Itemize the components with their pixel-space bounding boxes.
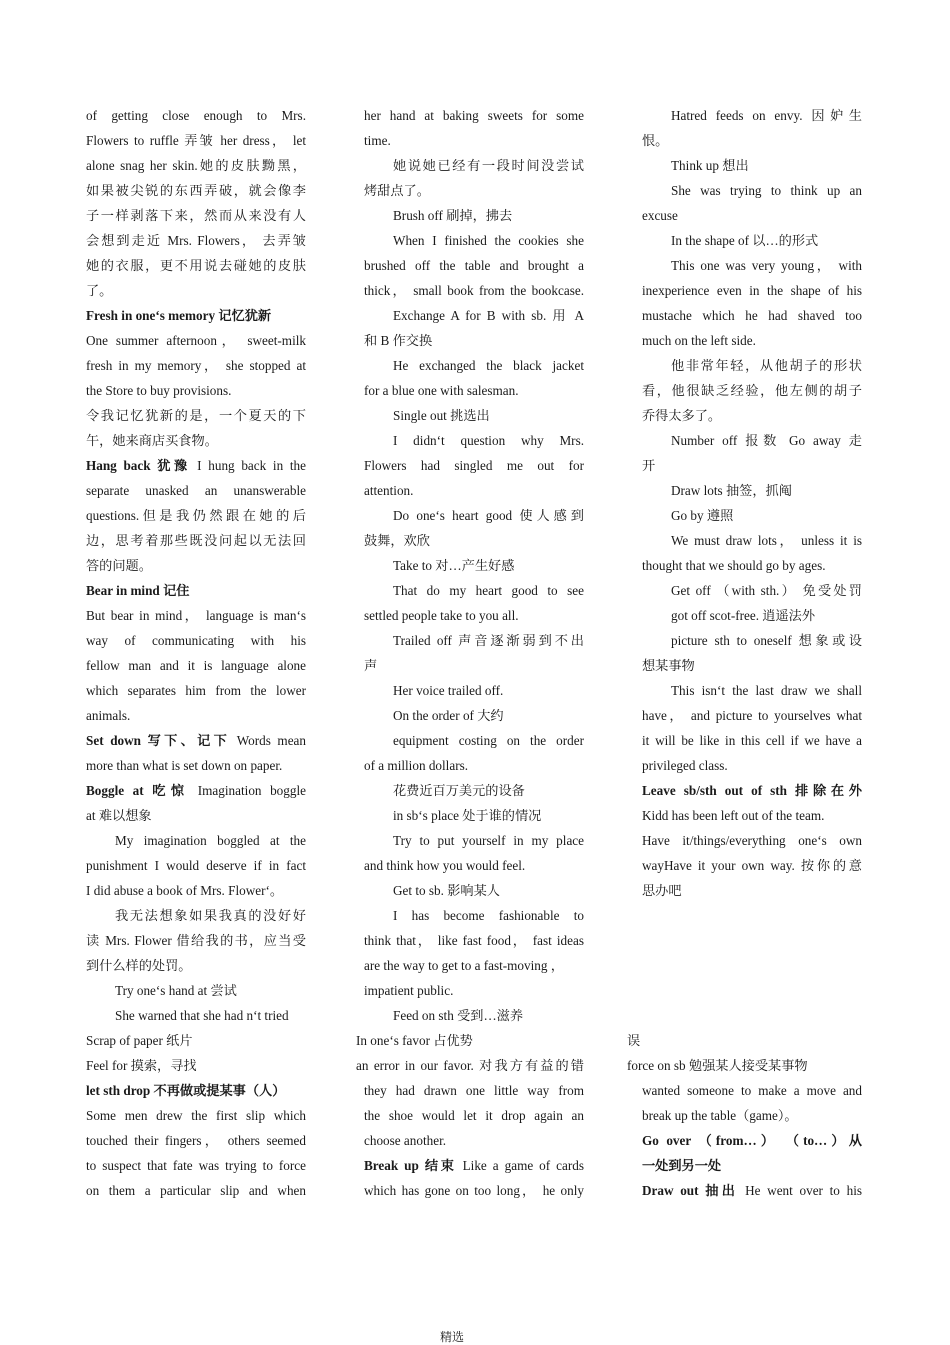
text-line: time. [364,133,391,148]
text-line: alone snag her skin.她的皮肤黝黑， [86,158,306,173]
text-line: Get to sb. 影响某人 [393,883,500,898]
text-line: which separates him from the lower [86,683,306,698]
text-line: touched their fingers， others seemed [86,1133,306,1148]
text-line: 答的问题。 [86,558,152,573]
text-line: Draw lots 抽签，抓阄 [671,483,792,498]
text-line: thought that we should go by ages. [642,558,826,573]
text-line: 想某事物 [642,658,695,673]
text-line: Draw out 抽出 He went over to his [642,1183,862,1198]
text-line: the shoe would let it drop again an [364,1108,584,1123]
text-line: Single out 挑选出 [393,408,490,423]
text-line: thick， small book from the bookcase. [364,283,584,298]
text-line: Flowers to ruffle 弄皱 her dress， let [86,133,306,148]
text-line: Her voice trailed off. [393,683,504,698]
text-line: This one was very young， with [671,258,862,273]
text-line: Exchange A for B with sb. 用 A [393,308,584,323]
text-line: fellow man and it is language alone [86,658,306,673]
text-line: excuse [642,208,678,223]
term-bold: Draw out 抽出 [642,1183,739,1198]
text-line: privileged class. [642,758,728,773]
text-line: punishment I would deserve if in fact [86,858,306,873]
text-line: much on the left side. [642,333,756,348]
text-line: 他非常年轻，从他胡子的形状 [671,358,862,373]
text-line: of a million dollars. [364,758,469,773]
text-line: mustache which he had shaved too [642,308,862,323]
text-line: on them a particular slip and when [86,1183,306,1198]
text-line: Set down 写下、记下 Words mean [86,733,306,748]
text-line: Kidd has been left out of the team. [642,808,825,823]
text-line: Scrap of paper 纸片 [86,1033,193,1048]
text-line: 声 [364,658,378,673]
text-line: wayHave it your own way. 按你的意 [642,858,862,873]
text-line: 令我记忆犹新的是，一个夏天的下 [86,408,306,423]
text-line: to suspect that fate was trying to force [86,1158,306,1173]
text-line: 到什么样的处罚。 [86,958,192,973]
text-line: attention. [364,483,414,498]
text-line: 子一样剥落下来，然而从来没有人 [86,208,306,223]
text-line: picture sth to oneself 想象或设 [671,633,862,648]
text-line: 思办吧 [642,883,682,898]
text-line: for a blue one with salesman. [364,383,519,398]
text-line: I has become fashionable to [393,908,584,923]
text-line: Have it/things/everything one‘s own [642,833,862,848]
text-line: 开 [642,458,656,473]
text-line: fresh in my memory， she stopped at [86,358,306,373]
text-line: In one‘s favor 占优势 [356,1033,473,1048]
text-line: He exchanged the black jacket [393,358,584,373]
text-line: in sb‘s place 处于谁的情况 [393,808,542,823]
text-line: She warned that she had n‘t tried [115,1008,289,1023]
text-line: 会想到走近 Mrs. Flowers， 去弄皱 [86,233,306,248]
text-line: This isn‘t the last draw we shall [671,683,862,698]
text-line: an error in our favor. 对我方有益的错 [356,1058,584,1073]
text-line: of getting close enough to Mrs. [86,108,306,123]
text-line: Take to 对…产生好感 [393,558,515,573]
text-line: 误 [627,1033,641,1048]
text-line: 花费近百万美元的设备 [393,783,525,798]
text-line: separate unasked an unanswerable [86,483,306,498]
text-line: Try to put yourself in my place [393,833,584,848]
text-line: 乔得太多了。 [642,408,722,423]
text-line: which has gone on too long， he only [364,1183,584,1198]
text-line: Feel for 摸索，寻找 [86,1058,197,1073]
text-line: the Store to buy provisions. [86,383,232,398]
text-line: it will be like in this cell if we have a [642,733,862,748]
text-line: 恨。 [642,133,669,148]
text-line: I did abuse a book of Mrs. Flower‘。 [86,883,284,898]
text-line: inexperience even in the shape of his [642,283,862,298]
text-line: One summer afternoon， sweet-milk [86,333,306,348]
text-line: brushed off the table and brought a [364,258,584,273]
text-line: Boggle at 吃惊 Imagination boggle [86,783,306,798]
text-line: On the order of 大约 [393,708,504,723]
text-line: think that， like fast food， fast ideas [364,933,584,948]
text-line: Leave sb/sth out of sth 排除在外 [642,783,862,798]
text-line: Hang back 犹豫 I hung back in the [86,458,306,473]
term-bold: Break up 结束 [364,1158,457,1173]
text-line: Feed on sth 受到…滋养 [393,1008,524,1023]
text-line: Try one‘s hand at 尝试 [115,983,237,998]
term-bold: Hang back 犹豫 [86,458,191,473]
page-footer: 精选 [440,1330,465,1344]
text-line: 读 Mrs. Flower 借给我的书，应当受 [86,933,306,948]
text-line: at 难以想象 [86,808,152,823]
text-line: I didn‘t question why Mrs. [393,433,584,448]
text-line: My imagination boggled at the [115,833,306,848]
text-line: more than what is set down on paper. [86,758,283,773]
text-line: Think up 想出 [671,158,749,173]
text-line: Some men drew the first slip which [86,1108,306,1123]
text-line: She was trying to think up an [671,183,862,198]
text-line: Do one‘s heart good 使人感到 [393,508,584,523]
text-line: 鼓舞，欢欣 [364,533,430,548]
text-line: force on sb 勉强某人接受某事物 [627,1058,808,1073]
text-line: Flowers had singled me out for [364,458,584,473]
text-line: questions.但是我仍然跟在她的后 [86,508,306,523]
text-line: animals. [86,708,131,723]
text-line: are the way to get to a fast-moving ， [364,958,564,973]
text-line: 烤甜点了。 [364,183,430,198]
text-line: 午，她来商店买食物。 [86,433,218,448]
text-line: We must draw lots， unless it is [671,533,862,548]
text-line: equipment costing on the order [393,733,584,748]
term-bold: Boggle at 吃惊 [86,783,190,798]
text-line: 了。 [86,283,113,298]
text-line: In the shape of 以…的形式 [671,233,819,248]
text-line: 一处到另一处 [642,1158,722,1173]
text-line: break up the table（game）。 [642,1108,798,1123]
text-line: got off scot-free. 逍遥法外 [671,608,816,623]
text-line: Go by 遵照 [671,508,734,523]
text-line: and think how you would feel. [364,858,526,873]
text-line: Fresh in one‘s memory 记忆犹新 [86,308,272,323]
text-line: Bear in mind 记住 [86,583,190,598]
text-line: But bear in mind， language is man‘s [86,608,306,623]
text-line: When I finished the cookies she [393,233,584,248]
text-line: have， and picture to yourselves what [642,708,862,723]
text-line: Brush off 刷掉，拂去 [393,208,513,223]
text-line: 我无法想象如果我真的没好好 [115,908,306,923]
text-line: her hand at baking sweets for some [364,108,584,123]
text-line: Hatred feeds on envy. 因妒生 [671,108,862,123]
text-line: Trailed off 声音逐渐弱到不出 [393,633,584,648]
term-bold: Set down 写下、记下 [86,733,231,748]
text-line: way of communicating with his [86,633,306,648]
text-line: Go over （from…） （to…）从 [642,1133,862,1148]
text-line: let sth drop 不再做或提某事（人） [86,1083,286,1098]
text-line: 和 B 作交换 [364,333,433,348]
text-line: 她的衣服，更不用说去碰她的皮肤 [86,258,306,273]
text-line: Get off （with sth.） 免受处罚 [671,583,862,598]
text-line: Break up 结束 Like a game of cards [364,1158,584,1173]
text-line: choose another. [364,1133,447,1148]
text-line: 看，他很缺乏经验，他左侧的胡子 [642,383,862,398]
text-line: Number off 报数 Go away 走 [671,433,862,448]
text-line: 如果被尖锐的东西弄破，就会像李 [86,183,306,198]
text-line: settled people take to you all. [364,608,519,623]
text-line: That do my heart good to see [393,583,584,598]
text-line: 边，思考着那些既没问起以无法回 [86,533,306,548]
text-line: 她说她已经有一段时间没尝试 [393,158,584,173]
text-line: wanted someone to make a move and [642,1083,862,1098]
text-line: they had drawn one little way from [364,1083,584,1098]
text-line: impatient public. [364,983,454,998]
